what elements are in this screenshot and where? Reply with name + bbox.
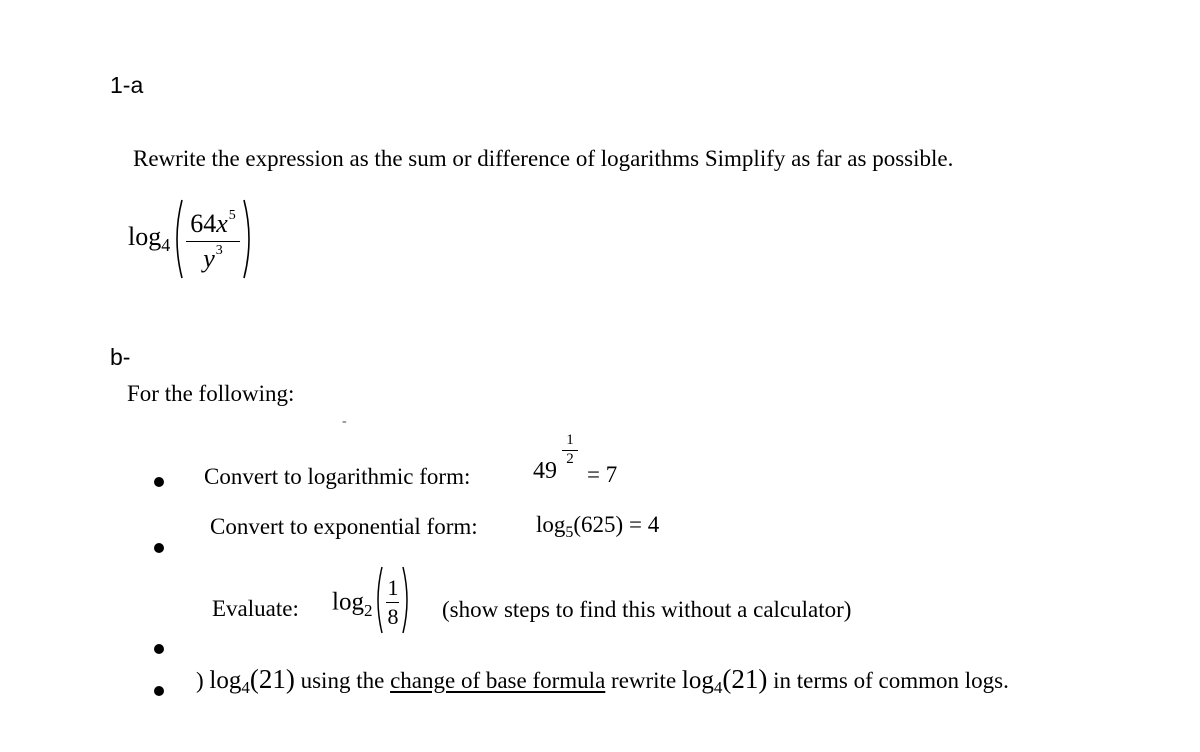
log-text: log (128, 222, 162, 252)
change-of-base-link: change of base formula (390, 668, 606, 693)
numerator-var: x (216, 209, 228, 238)
close-paren-icon (401, 565, 413, 640)
item1-exponent (562, 432, 578, 468)
bullet-icon (154, 543, 164, 553)
item4-text3: in terms of common logs. (773, 668, 1009, 693)
item4-line (196, 664, 1009, 695)
item2-base: 5 (565, 524, 574, 541)
item3-fraction (384, 575, 401, 630)
item1-exp-num: 1 (566, 432, 574, 448)
item3-num: 1 (387, 575, 399, 600)
close-paren-icon (242, 198, 256, 285)
part-a-instruction: Rewrite the expression as the sum or difference of logarithms Simplify as far as possible. (133, 146, 954, 171)
item2-log: log (536, 512, 566, 537)
item3-log: log (332, 588, 364, 616)
item1-rhs: = 7 (587, 462, 618, 487)
denominator-exp: 3 (215, 243, 223, 258)
numerator-coef: 64 (190, 209, 217, 238)
item2-rhs: = 4 (628, 512, 660, 537)
item4-text1: using the (300, 668, 385, 693)
item4-text2: rewrite (611, 668, 677, 693)
item1-base: 49 (533, 458, 557, 484)
item4-prefix: ) (196, 668, 204, 693)
item1-exp-den: 2 (566, 451, 574, 467)
item3-text: Evaluate: (212, 596, 299, 621)
item4-arg2: (21) (722, 664, 768, 694)
item3-base: 2 (363, 600, 373, 620)
fraction (184, 209, 242, 274)
item3-note: (show steps to find this without a calculator) (442, 597, 852, 622)
stray-mark: - (342, 414, 347, 429)
item4-log: log (209, 667, 242, 694)
open-paren-icon (170, 198, 184, 285)
denominator-var: y (203, 244, 215, 273)
part-a-label: 1-a (110, 72, 144, 98)
numerator-exp: 5 (228, 208, 236, 223)
item2-arg: (625) (573, 512, 624, 537)
item3-den: 8 (387, 604, 399, 629)
part-a-expression (128, 198, 256, 285)
bullet-icon (154, 686, 164, 696)
item4-base: 4 (241, 678, 250, 697)
part-b-intro: For the following: (127, 381, 295, 406)
item2-text: Convert to exponential form: (210, 514, 478, 539)
part-b-label: b- (110, 344, 131, 370)
item1-math (533, 458, 557, 485)
bullet-icon (154, 644, 164, 654)
open-paren-icon (372, 565, 384, 640)
item4-base2: 4 (713, 678, 723, 697)
item1-text: Convert to logarithmic form: (204, 464, 471, 489)
item3-math (332, 565, 413, 640)
log-base: 4 (161, 235, 171, 256)
item4-log2: log (681, 667, 714, 694)
item2-math (536, 512, 660, 541)
bullet-icon (154, 477, 164, 487)
item4-arg: (21) (249, 664, 295, 694)
